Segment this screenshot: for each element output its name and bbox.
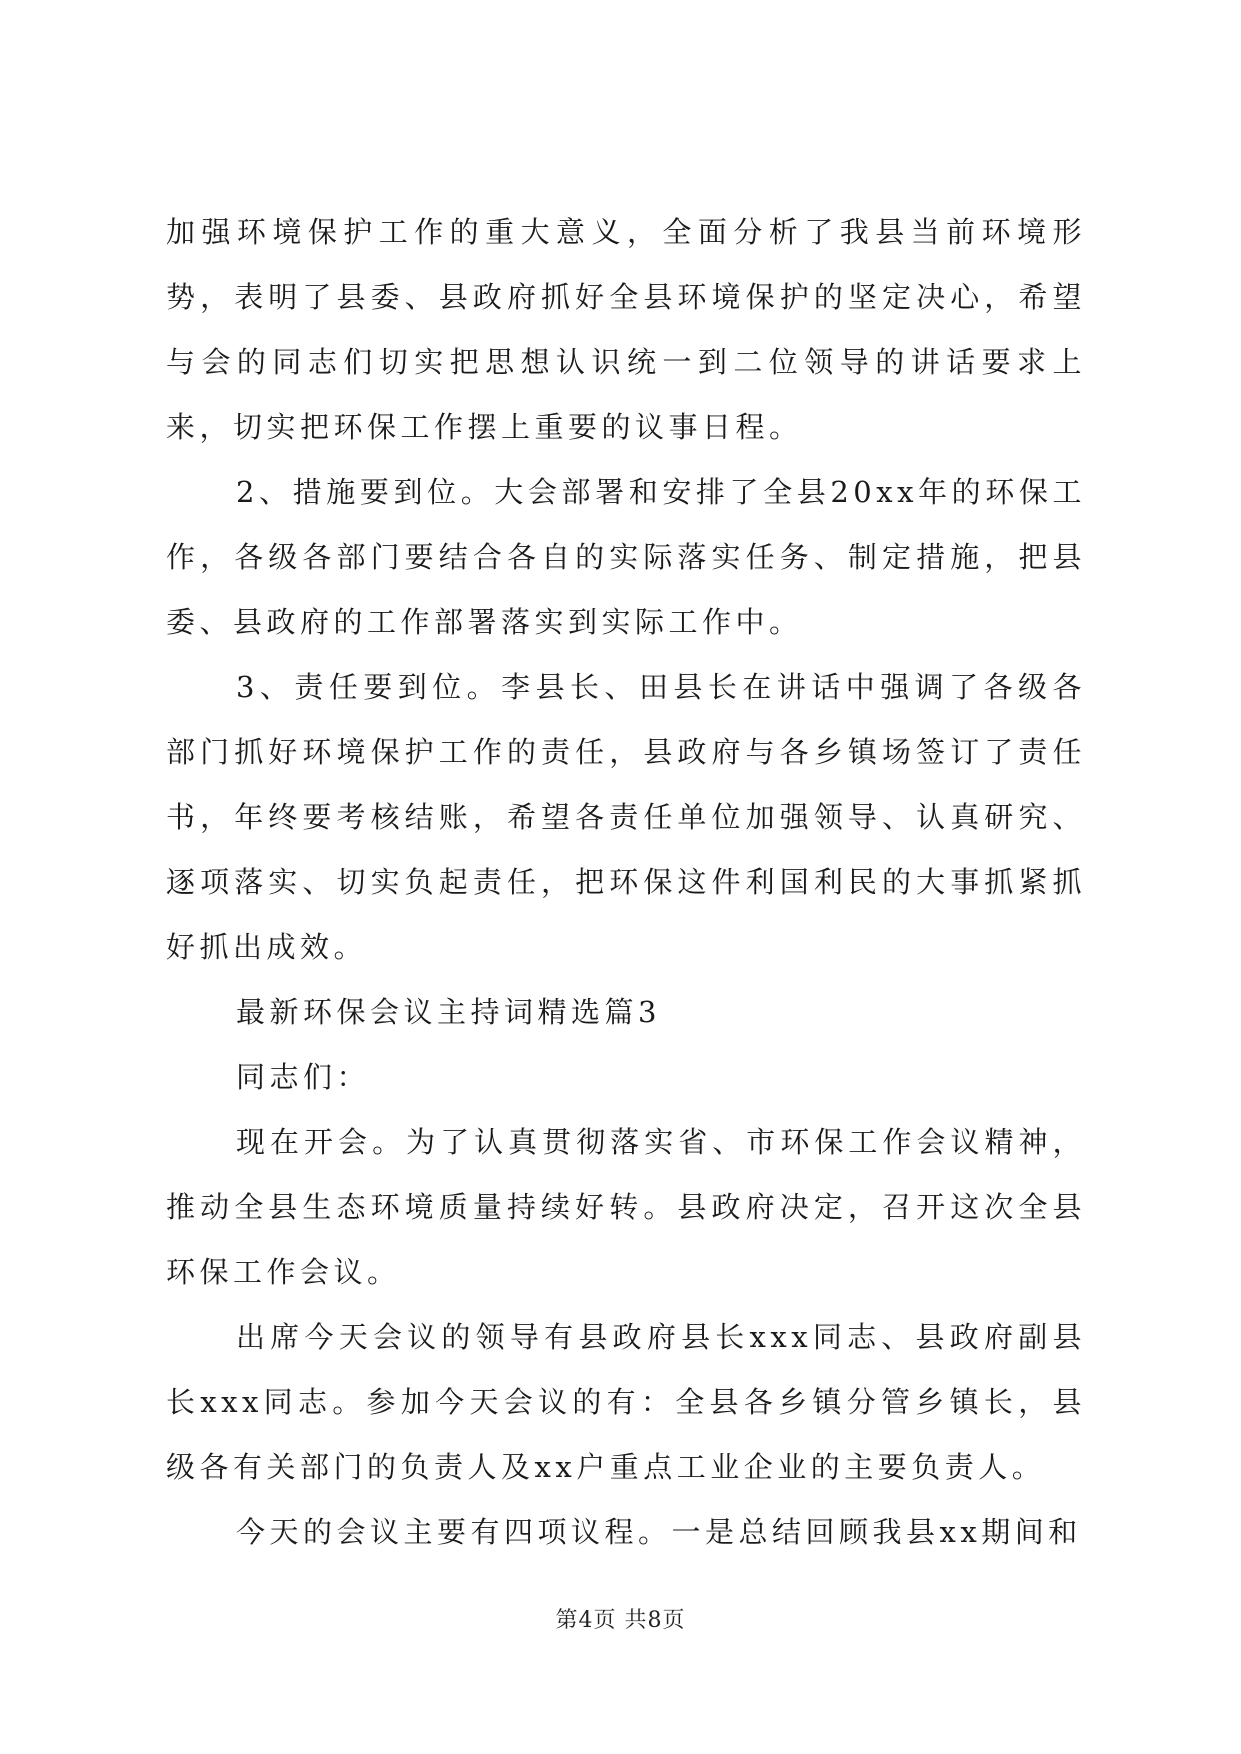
document-body xyxy=(166,200,1086,1565)
page-number-footer: 第4页 共8页 xyxy=(555,1608,686,1633)
section-title: 最新环保会议主持词精选篇3 xyxy=(236,995,661,1029)
paragraph-attendees: 出席今天会议的领导有县政府县长xxx同志、县政府副县长xxx同志。参加今天会议的有：全县各乡镇分管乡镇长，县级各有关部门的负责人及xx户重点工业企业的主要负责人。 xyxy=(166,1320,1086,1484)
paragraph-point-3: 3、责任要到位。李县长、田县长在讲话中强调了各级各部门抓好环境保护工作的责任，县政府与各乡镇场签订了责任书，年终要考核结账，希望各责任单位加强领导、认真研究、逐项落实、切实负起责任，把环保这件利国利民的大事抓紧抓好抓出成效。 xyxy=(166,670,1086,964)
salutation: 同志们： xyxy=(236,1060,371,1094)
paragraph-continuation: 加强环境保护工作的重大意义，全面分析了我县当前环境形势，表明了县委、县政府抓好全县环境保护的坚定决心，希望与会的同志们切实把思想认识统一到二位领导的讲话要求上来，切实把环保工作摆上重要的议事日程。 xyxy=(166,215,1086,444)
paragraph-point-2: 2、措施要到位。大会部署和安排了全县20xx年的环保工作，各级各部门要结合各自的实际落实任务、制定措施，把县委、县政府的工作部署落实到实际工作中。 xyxy=(166,475,1086,639)
paragraph-agenda: 今天的会议主要有四项议程。一是总结回顾我县xx期间和 xyxy=(236,1515,1082,1549)
paragraph-opening: 现在开会。为了认真贯彻落实省、市环保工作会议精神，推动全县生态环境质量持续好转。县政府决定，召开这次全县环保工作会议。 xyxy=(166,1125,1086,1289)
